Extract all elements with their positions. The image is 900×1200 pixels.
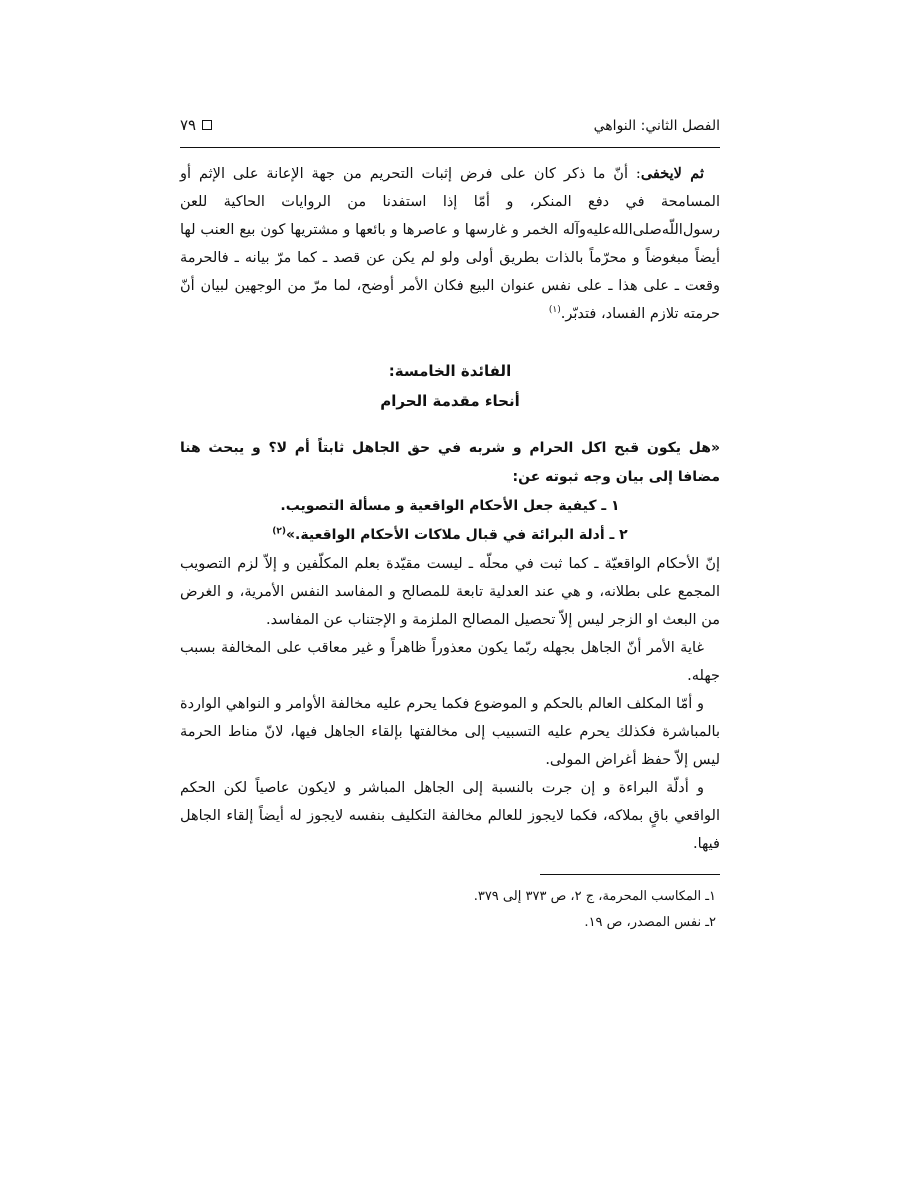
- footnote-ref-1: (١): [548, 305, 561, 316]
- footnote-ref-2: (٢): [272, 526, 287, 537]
- footnote-1: ١ـ المكاسب المحرمة، ج ٢، ص ٣٧٣ إلى ٣٧٩.: [473, 889, 716, 904]
- paragraph-1: [180, 160, 720, 328]
- paragraph-4: و أمّا المكلف العالم بالحكم و الموضوع فكما يحرم عليه مخالفة الأوامر و النواهي الواردة بالمباشرة فكذلك يحرم عليه التسبيب إلى مخالفتها بإلقاء الجاهل فيها، لانّ مناط الحرمة ليس إلاّ حفظ أغراض المولى.: [180, 696, 720, 768]
- quote-intro: «هل يكون قبح اكل الحرام و شربه في حق الجاهل ثابتاً أم لا؟ و يبحث هنا مضافا إلى بيان وجه ثبوته عن:: [180, 440, 720, 485]
- quote-item-2-text: ٢ ـ أدلة البرائة في قبال ملاكات الأحكام الواقعية.»: [286, 527, 628, 543]
- footnotes: [180, 884, 720, 936]
- footnote-divider: [540, 874, 720, 875]
- paragraph-1-text: : أنّ ما ذكر كان على فرض إثبات التحريم من جهة الإعانة على الإثم أو المسامحة في دفع المنكر، و أمّا إذا استفدنا من الروايات الحاكية للعن رسول‌اللّه‌صلى‌الله‌عليه‌وآله الخمر و غارسها و عاصرها و بائعها و مشتريها كون بيع العنب لها أيضاً مبغوضاً و محرّماً بالذات بطريق أولى ولو لم يكن عن قصد ـ كما مرّ بيانه ـ فالحرمة وقعت ـ على هذا ـ على نفس عنوان البيع فكان الأمر أوضح، لما مرّ من الوجهين لبيان أنّ حرمته تلازم الفساد، فتدبّر.: [180, 166, 720, 322]
- page-header: [180, 112, 720, 148]
- page-number: [180, 116, 212, 134]
- quote-item-2: [180, 521, 720, 550]
- quoted-block: [180, 434, 720, 550]
- paragraph-5: و أدلّة البراءة و إن جرت بالنسبة إلى الجاهل المباشر و لايكون عاصياً لكن الحكم الواقعي باقٍ بملاكه، فكما لايجوز للعالم مخالفة التكليف بنفسه لايجوز له أيضاً إلقاء الجاهل فيها.: [180, 780, 720, 852]
- section-heading-title: أنحاء مقدمة الحرام: [380, 392, 520, 410]
- square-icon: [202, 120, 212, 130]
- header-divider: [180, 147, 720, 148]
- paragraph-2: إنّ الأحكام الواقعيّة ـ كما ثبت في محلّه ـ ليست مقيّدة بعلم المكلّفين و إلاّ لزم التصويب المجمع على بطلانه، و هي عند العدلية تابعة للمصالح و المفاسد النفس الأمرية، و الغرض من البعث او الزجر ليس إلاّ تحصيل المصالح الملزمة و الإجتناب عن المفاسد.: [180, 556, 720, 628]
- section-heading: [180, 356, 720, 416]
- page-body: [180, 160, 720, 858]
- page-number-text: ٧٩: [180, 116, 197, 134]
- quote-item-1: ١ ـ كيفية جعل الأحكام الواقعية و مسألة التصويب.: [280, 498, 620, 514]
- paragraph-3: غاية الأمر أنّ الجاهل بجهله ربّما يكون معذوراً ظاهراً و غير معاقب على المخالفة بسبب جهله.: [180, 640, 720, 684]
- running-title: الفصل الثاني: النواهي: [593, 118, 720, 134]
- paragraph-1-lead: ثم لايخفى: [640, 165, 704, 182]
- section-heading-label: الفائدة الخامسة:: [388, 362, 512, 380]
- footnote-2: ٢ـ نفس المصدر، ص ١٩.: [584, 915, 716, 930]
